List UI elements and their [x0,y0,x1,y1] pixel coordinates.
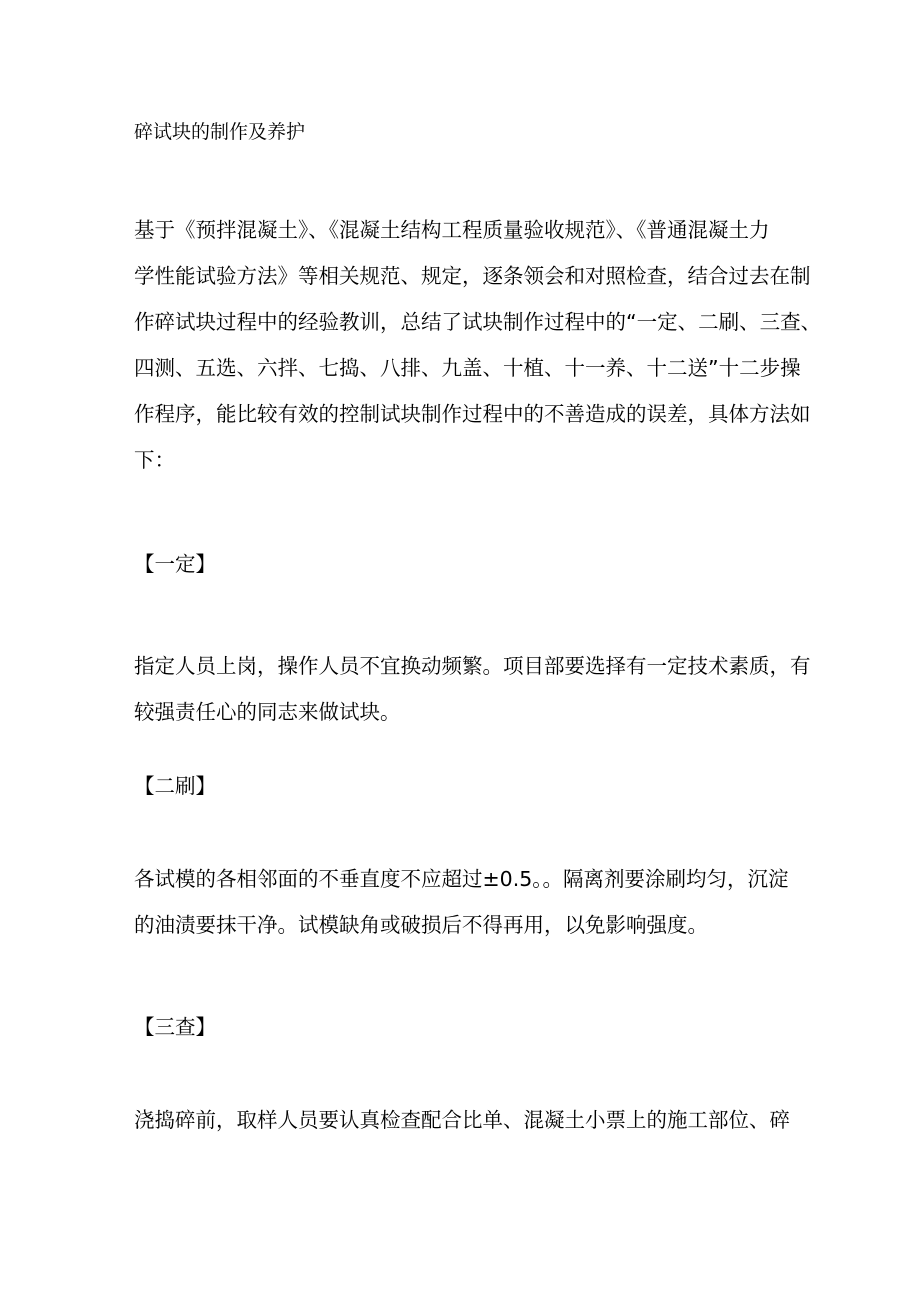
document-title: 碎试块的制作及养护 [134,121,306,143]
section-paragraph-sancha [134,1097,794,1143]
paragraph-line: 学性能试验方法》等相关规范、规定，逐条领会和对照检查，结合过去在制 [134,264,811,288]
paragraph-line: 基于《预拌混凝土》、《混凝土结构工程质量验收规范》、《普通混凝土力 [134,218,770,242]
paragraph-line: 指定人员上岗，操作人员不宜换动频繁。项目部要选择有一定技术素质，有 [134,654,811,678]
section-heading-sancha: 【三查】 [134,1015,216,1039]
section-paragraph-yiding [134,643,811,735]
paragraph-line: 作碎试块过程中的经验教训，总结了试块制作过程中的“一定、二刷、三查、 [134,310,822,334]
paragraph-line: 浇捣碎前，取样人员要认真检查配合比单、混凝土小票上的施工部位、碎 [134,1108,790,1132]
paragraph-line: 下： [134,448,175,472]
paragraph-line: 各试模的各相邻面的不垂直度不应超过±0.5。。隔离剂要涂刷均匀，沉淀 [134,867,789,891]
paragraph-line: 四测、五选、六拌、七捣、八排、九盖、十植、十一养、十二送”十二步操 [134,356,801,380]
paragraph-line: 作程序，能比较有效的控制试块制作过程中的不善造成的误差，具体方法如 [134,402,811,426]
section-heading-yiding: 【一定】 [134,552,216,576]
paragraph-line: 的油渍要抹干净。试模缺角或破损后不得再用，以免影响强度。 [134,913,708,937]
section-paragraph-ershua [134,856,794,948]
paragraph-line: 较强责任心的同志来做试块。 [134,700,401,724]
intro-paragraph [134,207,822,483]
section-heading-ershua: 【二刷】 [134,774,216,798]
